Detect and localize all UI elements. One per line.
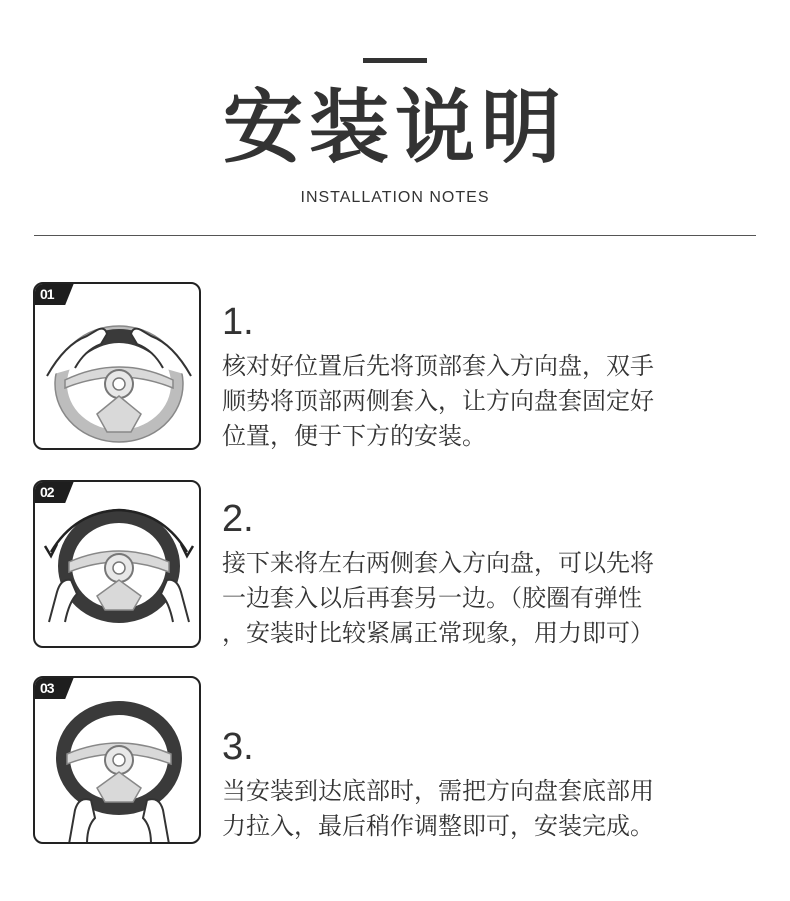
step-1-line-1: 核对好位置后先将顶部套入方向盘，双手 xyxy=(222,352,654,380)
step-2-number: 2. xyxy=(222,498,254,540)
step-2-line-3: ，安装时比较紧属正常现象，用力即可） xyxy=(222,619,654,647)
step-2-illustration xyxy=(33,480,201,648)
step-1-number: 1. xyxy=(222,301,254,343)
step-1-badge-label: 01 xyxy=(40,286,54,302)
hands-top-wheel-icon xyxy=(35,284,201,450)
step-3-line-2: 力拉入，最后稍作调整即可，安装完成。 xyxy=(222,812,654,840)
page-subtitle: INSTALLATION NOTES xyxy=(300,189,490,206)
step-3-number: 3. xyxy=(222,726,254,768)
header-divider xyxy=(34,235,756,236)
step-3-illustration xyxy=(33,676,201,844)
hands-sides-wheel-icon xyxy=(35,482,201,648)
step-3-description xyxy=(222,774,767,844)
step-1-line-2: 顺势将顶部两侧套入，让方向盘套固定好 xyxy=(222,387,654,415)
step-1-illustration xyxy=(33,282,201,450)
step-2-badge-label: 02 xyxy=(40,484,54,500)
step-2-line-2: 一边套入以后再套另一边。（胶圈有弹性 xyxy=(222,584,642,612)
page-title: 安装说明 xyxy=(223,81,567,174)
step-1-line-3: 位置，便于下方的安装。 xyxy=(222,422,486,450)
step-2-line-1: 接下来将左右两侧套入方向盘，可以先将 xyxy=(222,549,654,577)
step-1-description xyxy=(222,349,767,454)
step-3-line-1: 当安装到达底部时，需把方向盘套底部用 xyxy=(222,777,654,805)
step-2-description xyxy=(222,546,767,651)
header-dash xyxy=(363,58,427,63)
step-3-badge-label: 03 xyxy=(40,680,54,696)
hands-bottom-wheel-icon xyxy=(35,678,201,844)
